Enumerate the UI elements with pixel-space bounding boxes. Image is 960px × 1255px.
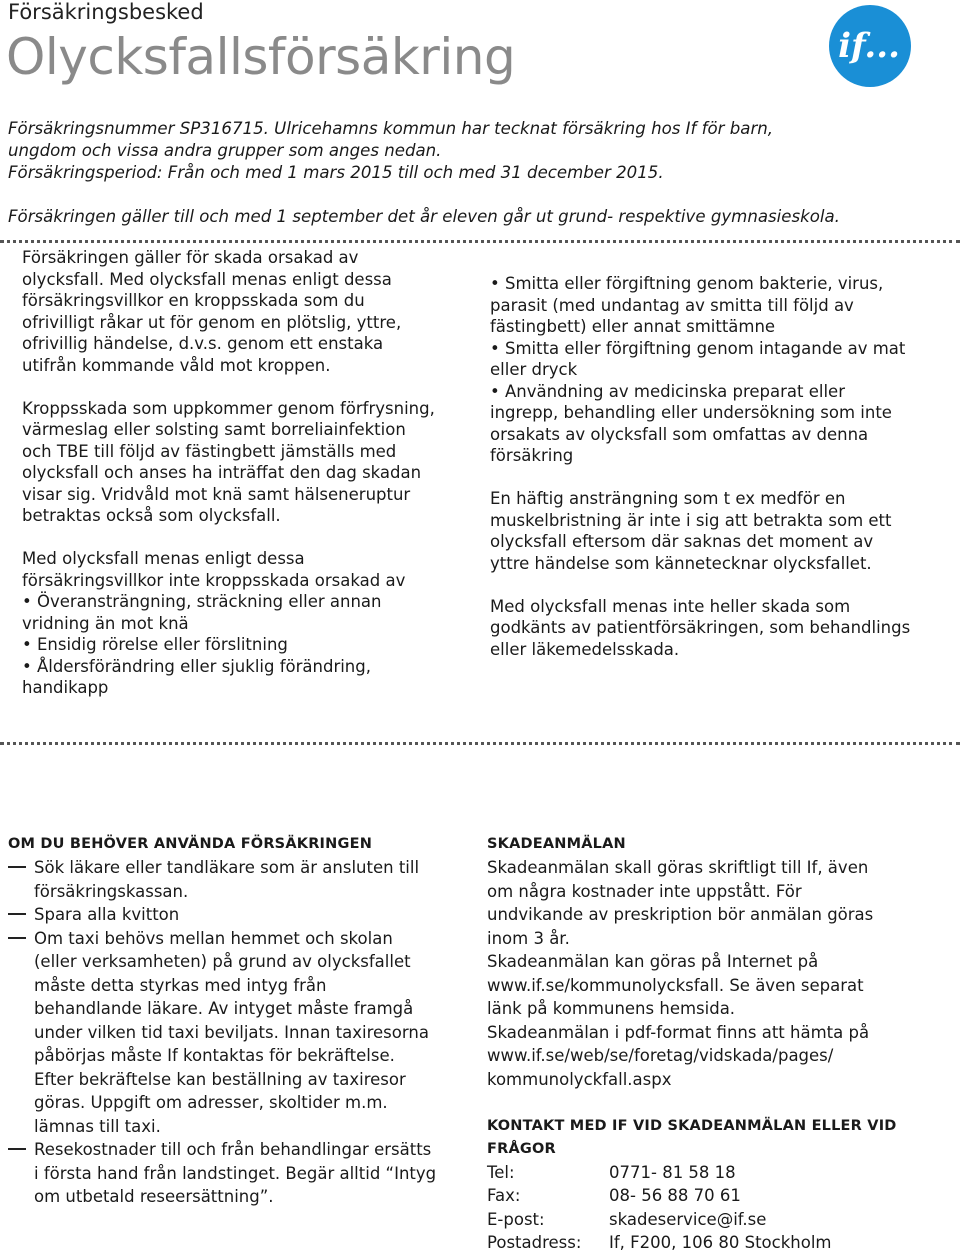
text-line: fästingbett) eller annat smittämne — [490, 317, 776, 336]
usage-heading: OM DU BEHÖVER ANVÄNDA FÖRSÄKRINGEN — [8, 836, 373, 852]
text-line: ofrivillig händelse, d.v.s. genom ett enstaka — [22, 334, 384, 353]
text-line: värmeslag eller solsting samt borreliainfektion — [22, 420, 406, 439]
text-line: Efter bekräftelse kan beställning av taxiresor — [34, 1069, 406, 1089]
text-line: (eller verksamheten) på grund av olycksfallet — [34, 952, 411, 971]
claims-heading: SKADEANMÄLAN — [487, 836, 626, 852]
usage-item — [8, 927, 468, 1139]
text-line: göras. Uppgift om adresser, skoltider m.m. — [34, 1093, 388, 1112]
text-line: En häftig ansträngning som t ex medför en — [490, 489, 846, 508]
text-line: ofrivilligt råkar ut för genom en plötslig, yttre, — [22, 312, 402, 332]
text-line: • Åldersförändring eller sjuklig förändring, — [22, 656, 371, 676]
dotted-divider-top — [0, 240, 960, 243]
text-line: Med olycksfall menas inte heller skada som — [490, 596, 851, 616]
text-line: Kroppsskada som uppkommer genom förfrysning, — [22, 398, 435, 418]
document-subtitle: Försäkringsbesked — [8, 0, 204, 24]
contact-value: If, F200, 106 80 Stockholm — [609, 1233, 832, 1252]
intro-line-3: Försäkringsperiod: Från och med 1 mars 2015 till och med 31 december 2015. — [8, 163, 664, 182]
contact-heading: KONTAKT MED IF VID SKADEANMÄLAN ELLER VID — [487, 1117, 897, 1134]
svg-text:if...: if... — [838, 26, 900, 66]
usage-section — [8, 833, 468, 1209]
contact-value: 08- 56 88 70 61 — [609, 1186, 741, 1205]
text-line: yttre händelse som kännetecknar olycksfallet. — [490, 553, 872, 573]
text-line: handikapp — [22, 678, 109, 697]
claims-section — [487, 833, 952, 1255]
text-line: försäkring — [490, 446, 574, 465]
contact-label: Fax: — [487, 1186, 521, 1205]
usage-item — [8, 903, 468, 927]
text-line: inom 3 år. — [487, 928, 570, 948]
text-line: visar sig. Vridvåld mot knä samt hälseneruptur — [22, 484, 411, 504]
text-line: behandlande läkare. Av intyget måste framgå — [34, 999, 414, 1018]
text-line: vridning än mot knä — [22, 613, 189, 633]
text-line: orsakats av olycksfall som omfattas av denna — [490, 424, 869, 444]
text-line: länk på kommunens hemsida. — [487, 999, 736, 1018]
text-line: Sök läkare eller tandläkare som är ansluten till — [34, 858, 420, 877]
text-line: parasit (med undantag av smitta till följd av — [490, 295, 854, 315]
document-title: Olycksfallsförsäkring — [6, 28, 516, 86]
claims-url-line: www.if.se/kommunolycksfall. Se även separat — [487, 975, 864, 995]
right-column — [490, 273, 950, 660]
text-line: olycksfall och anses ha inträffat den dag skadan — [22, 463, 422, 482]
text-line: försäkringsvillkor inte kroppsskada orsakad av — [22, 570, 406, 590]
text-line: om några kostnader inte uppstått. För — [487, 881, 802, 901]
text-line: olycksfall. Med olycksfall menas enligt dessa — [22, 269, 392, 289]
contact-value: 0771- 81 58 18 — [609, 1162, 736, 1182]
text-line: eller läkemedelsskada. — [490, 639, 680, 659]
contact-label: Tel: — [487, 1162, 515, 1182]
text-line: Om taxi behövs mellan hemmet och skolan — [34, 928, 393, 948]
text-line: Spara alla kvitton — [34, 905, 180, 924]
text-line: Försäkringen gäller för skada orsakad av — [22, 248, 359, 267]
contact-row — [487, 1184, 832, 1208]
if-logo — [828, 4, 912, 88]
text-line: Skadeanmälan skall göras skriftligt till If, även — [487, 858, 869, 877]
text-line: godkänts av patientförsäkringen, som behandlings — [490, 618, 911, 637]
text-line: under vilken tid taxi beviljats. Innan taxiresorna — [34, 1022, 429, 1042]
text-line: utifrån kommande våld mot kroppen. — [22, 355, 331, 375]
text-line: • Smitta eller förgiftning genom bakterie, virus, — [490, 274, 884, 293]
text-line: betraktas också som olycksfall. — [22, 506, 281, 525]
contact-table — [487, 1161, 832, 1255]
text-line: Skadeanmälan kan göras på Internet på — [487, 952, 819, 971]
text-line: undvikande av preskription bör anmälan göras — [487, 905, 874, 924]
text-line: ingrepp, behandling eller undersökning som inte — [490, 403, 892, 422]
text-line: om utbetald reseersättning”. — [34, 1187, 274, 1206]
dash-bullet-icon — [8, 913, 26, 915]
left-column — [22, 247, 462, 699]
text-line: påbörjas måste If kontaktas för bekräftelse. — [34, 1046, 395, 1065]
text-line: Resekostnader till och från behandlingar ersätts — [34, 1140, 432, 1159]
dash-bullet-icon — [8, 866, 26, 868]
intro-line-2: ungdom och vissa andra grupper som anges nedan. — [8, 141, 442, 160]
text-line: Med olycksfall menas enligt dessa — [22, 549, 305, 568]
contact-row — [487, 1231, 832, 1255]
text-line: muskelbristning är inte i sig att betrakta som ett — [490, 510, 892, 530]
text-line: försäkringskassan. — [34, 881, 189, 901]
usage-item — [8, 856, 468, 903]
usage-item — [8, 1138, 468, 1209]
dotted-divider-bottom — [0, 742, 960, 745]
text-line: • Ensidig rörelse eller förslitning — [22, 635, 288, 654]
text-line: eller dryck — [490, 360, 578, 379]
contact-heading: FRÅGOR — [487, 1140, 556, 1157]
text-line: • Överansträngning, sträckning eller annan — [22, 592, 382, 611]
claims-pdf-url-line: kommunolyckfall.aspx — [487, 1069, 672, 1089]
text-line: • Användning av medicinska preparat eller — [490, 381, 845, 401]
contact-label: E-post: — [487, 1209, 545, 1229]
intro-line-1: Försäkringsnummer SP316715. Ulricehamns kommun har tecknat försäkring hos If för barn, — [8, 119, 774, 138]
text-line: försäkringsvillkor en kroppsskada som du — [22, 291, 365, 310]
text-line: måste detta styrkas med intyg från — [34, 975, 327, 995]
text-line: • Smitta eller förgiftning genom intagande av mat — [490, 338, 906, 358]
contact-label: Postadress: — [487, 1233, 582, 1252]
text-line: Skadeanmälan i pdf-format finns att hämta på — [487, 1022, 870, 1042]
dash-bullet-icon — [8, 1148, 26, 1150]
contact-row — [487, 1208, 832, 1232]
contact-row — [487, 1161, 832, 1185]
text-line: i första hand från landstinget. Begär alltid “Intyg — [34, 1163, 437, 1183]
text-line: olycksfall eftersom där saknas det moment av — [490, 532, 874, 551]
dash-bullet-icon — [8, 937, 26, 939]
contact-value: skadeservice@if.se — [609, 1209, 767, 1229]
intro-line-4: Försäkringen gäller till och med 1 september det år eleven går ut grund- respektive gymnasieskola. — [8, 207, 840, 226]
text-line: och TBE till följd av fästingbett jämställs med — [22, 441, 397, 461]
text-line: lämnas till taxi. — [34, 1116, 161, 1136]
claims-pdf-url-line: www.if.se/web/se/foretag/vidskada/pages/ — [487, 1046, 834, 1065]
